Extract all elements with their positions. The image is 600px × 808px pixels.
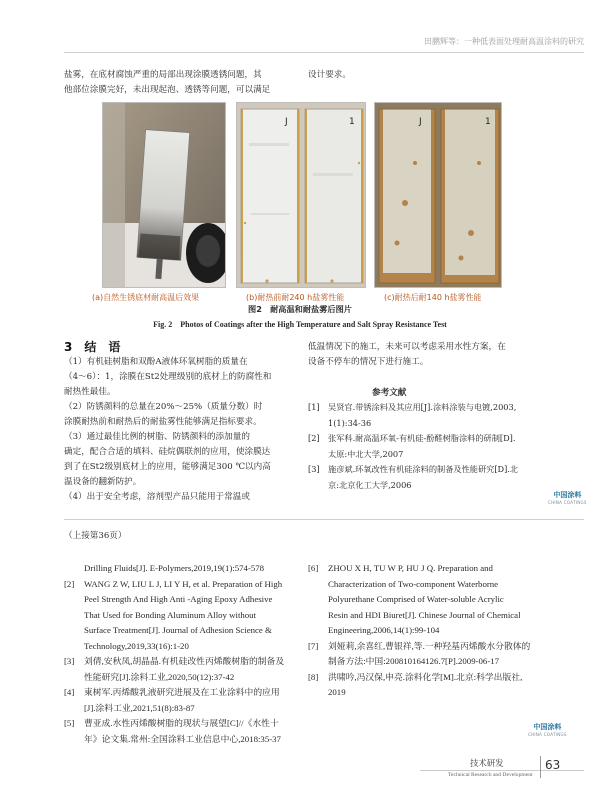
reference-number: [2] <box>64 578 75 589</box>
reference-number: [6] <box>308 563 319 573</box>
reference-item <box>308 670 584 701</box>
photo-c-mark-left: J <box>419 117 422 127</box>
photo-c-mark-right: 1 <box>485 117 491 127</box>
reference-number: [7] <box>308 640 319 651</box>
reference-text: 刘娅莉,余喜红,曹银祥,等.一种羟基丙烯酸水分散体的 制备方法:中国:200810164126.7[P].2009-06-17 <box>328 640 531 666</box>
reference-item <box>308 561 584 639</box>
text-line: 盐雾，在底材腐蚀严重的局部出现涂膜透锈问题，其 <box>64 70 262 80</box>
caption-b: (b)耐热前耐240 h盐雾性能 <box>246 293 345 302</box>
references-top <box>308 400 584 493</box>
reference-text: 曹亚成.水性丙烯酸树脂的现状与展望[C]//《水性十 年》论文集.常州:全国涂料工业信息中心,2018:35-37 <box>84 718 281 744</box>
caption-c: (c)耐热后耐140 h盐雾性能 <box>384 293 482 302</box>
reference-number: [2] <box>308 433 320 443</box>
text-line: 涂膜耐热前和耐热后的耐盐雾性能够满足指标要求。 <box>64 417 262 427</box>
reference-item <box>64 685 296 716</box>
photo-b-mark-left: J <box>285 117 288 127</box>
photo-c <box>374 102 502 288</box>
reference-text: Drilling Fluids[J]. E-Polymers,2019,19(1):574-578 <box>84 563 265 573</box>
reference-number: [4] <box>64 687 75 697</box>
caption-a: (a)自然生锈底材耐高温后效果 <box>92 293 200 302</box>
reference-text: WANG Z W, LIU L J, LI Y H, et al. Preparation of High Peel Strength And High Anti -Aging Epoxy Adhesive That Used for Bonding Aluminum Alloy without Surface Treatment[J]. Journal of Adhesion Science & Technology,2019,33(16):1-20 <box>84 578 283 651</box>
references-bottom-right <box>308 561 584 701</box>
reference-item <box>64 716 296 747</box>
text-line: 确定，配合合适的填料、硅烷偶联剂的应用，使涂膜达 <box>64 447 271 457</box>
text-line: 设备不停车的情况下进行施工。 <box>308 357 429 367</box>
photo-a <box>102 102 226 288</box>
photo-c-image <box>375 103 502 288</box>
reference-item <box>308 639 584 670</box>
photo-b-image <box>237 103 366 288</box>
reference-item <box>308 431 584 462</box>
text-line: （2）防锈颜料的总量在20%～25%（质量分数）时 <box>64 402 263 412</box>
reference-number: [8] <box>308 671 319 682</box>
reference-text: 東树军.丙烯酸乳液研究进展及在工业涂料中的应用 [J].涂料工业,2021,51(8):83-87 <box>84 687 280 713</box>
continued-note: （上接第36页） <box>64 531 127 541</box>
reference-text: 施彦斌.环氧改性有机硅涂料的制备及性能研究[D].北 京:北京化工大学,2006 <box>328 464 519 490</box>
photo-b <box>236 102 366 288</box>
conclusion-continued <box>308 340 584 370</box>
reference-item <box>64 577 296 655</box>
figure-title-en: Fig. 2 Photos of Coatings after the High Temperature and Salt Spray Resistance Test <box>153 320 447 329</box>
photo-a-image <box>103 103 226 288</box>
text-line: 到了在St2级别底材上的应用，能够满足300 ℃以内高 <box>64 462 271 472</box>
text-line: 耐热性最佳。 <box>64 387 116 397</box>
reference-item <box>64 561 296 577</box>
reference-number <box>64 561 84 577</box>
references-title: 参考文献 <box>372 388 407 398</box>
text-line: 他部位涂膜完好，未出现起泡、透锈等问题，可以满足 <box>64 85 271 95</box>
text-line: 低温情况下的施工，未来可以考虑采用水性方案，在 <box>308 342 506 352</box>
reference-text: 刘倩,安秋凤,胡晶晶.有机硅改性丙烯酸树脂的制备及 性能研究[J].涂料工业,2020,50(12):37-42 <box>84 656 285 682</box>
china-coatings-logo-bottom: 中国涂料 CHINA COATINGS <box>528 723 567 737</box>
reference-text: 吴贤官.带锈涂料及其应用[J].涂料涂装与电镀,2003, 1(1):34-36 <box>328 402 517 428</box>
page-number: 63 <box>545 758 561 772</box>
footer-section-cn: 技术研发 <box>470 758 504 768</box>
top-left-text <box>64 68 304 98</box>
reference-number: [3] <box>308 464 320 474</box>
references-bottom-left <box>64 561 296 747</box>
reference-text: ZHOU X H, TU W P, HU J Q. Preparation and Characterization of Two-component Waterborne Polyurethane Comprised of Water-soluble Acrylic Resin and HDI Biuret[J]. Chinese Journal of Chemical Engineering,2006,14(1):99-104 <box>328 563 521 635</box>
reference-item <box>64 654 296 685</box>
reference-number: [1] <box>308 402 320 412</box>
reference-number: [5] <box>64 718 75 728</box>
top-right-text: 设计要求。 <box>308 70 351 80</box>
text-line: （3）通过最佳比例的树脂、防锈颜料的添加量的 <box>64 432 250 442</box>
text-line: 温设备的翻新防护。 <box>64 477 142 487</box>
page-number-bar <box>540 756 541 778</box>
text-line: （1）有机硅树脂和双酚A液体环氧树脂的质量在 <box>64 357 248 367</box>
reference-number: [3] <box>64 656 75 666</box>
reference-text: 张军科.耐高温环氧-有机硅-酚醛树脂涂料的研制[D]. 太原:中北大学,2007 <box>328 433 516 459</box>
header-rule <box>64 52 584 53</box>
reference-item <box>308 400 584 431</box>
reference-item <box>308 462 584 493</box>
section-divider <box>64 519 584 520</box>
text-line: （4）出于安全考虑，溶剂型产品只能用于常温或 <box>64 492 250 502</box>
figure-title-cn: 图2 耐高温和耐盐雾后图片 <box>248 304 352 314</box>
figure-2 <box>102 102 502 288</box>
conclusion-text <box>64 355 304 505</box>
section-heading: 3 结 语 <box>64 340 121 354</box>
reference-text: 洪啸吟,冯汉保,申亮.涂料化学[M].北京:科学出版社, 2019 <box>328 671 523 697</box>
photo-b-mark-right: 1 <box>349 117 355 127</box>
text-line: （4～6）：1，涂膜在St2处理级别的底材上的防腐性和 <box>64 372 272 382</box>
footer-section-en: Technical Research and Development <box>448 772 533 778</box>
china-coatings-logo: 中国涂料 CHINA COATINGS <box>548 491 587 505</box>
running-header: 田鹏辉等：一种低表面处理耐高温涂料的研究 <box>424 37 584 46</box>
